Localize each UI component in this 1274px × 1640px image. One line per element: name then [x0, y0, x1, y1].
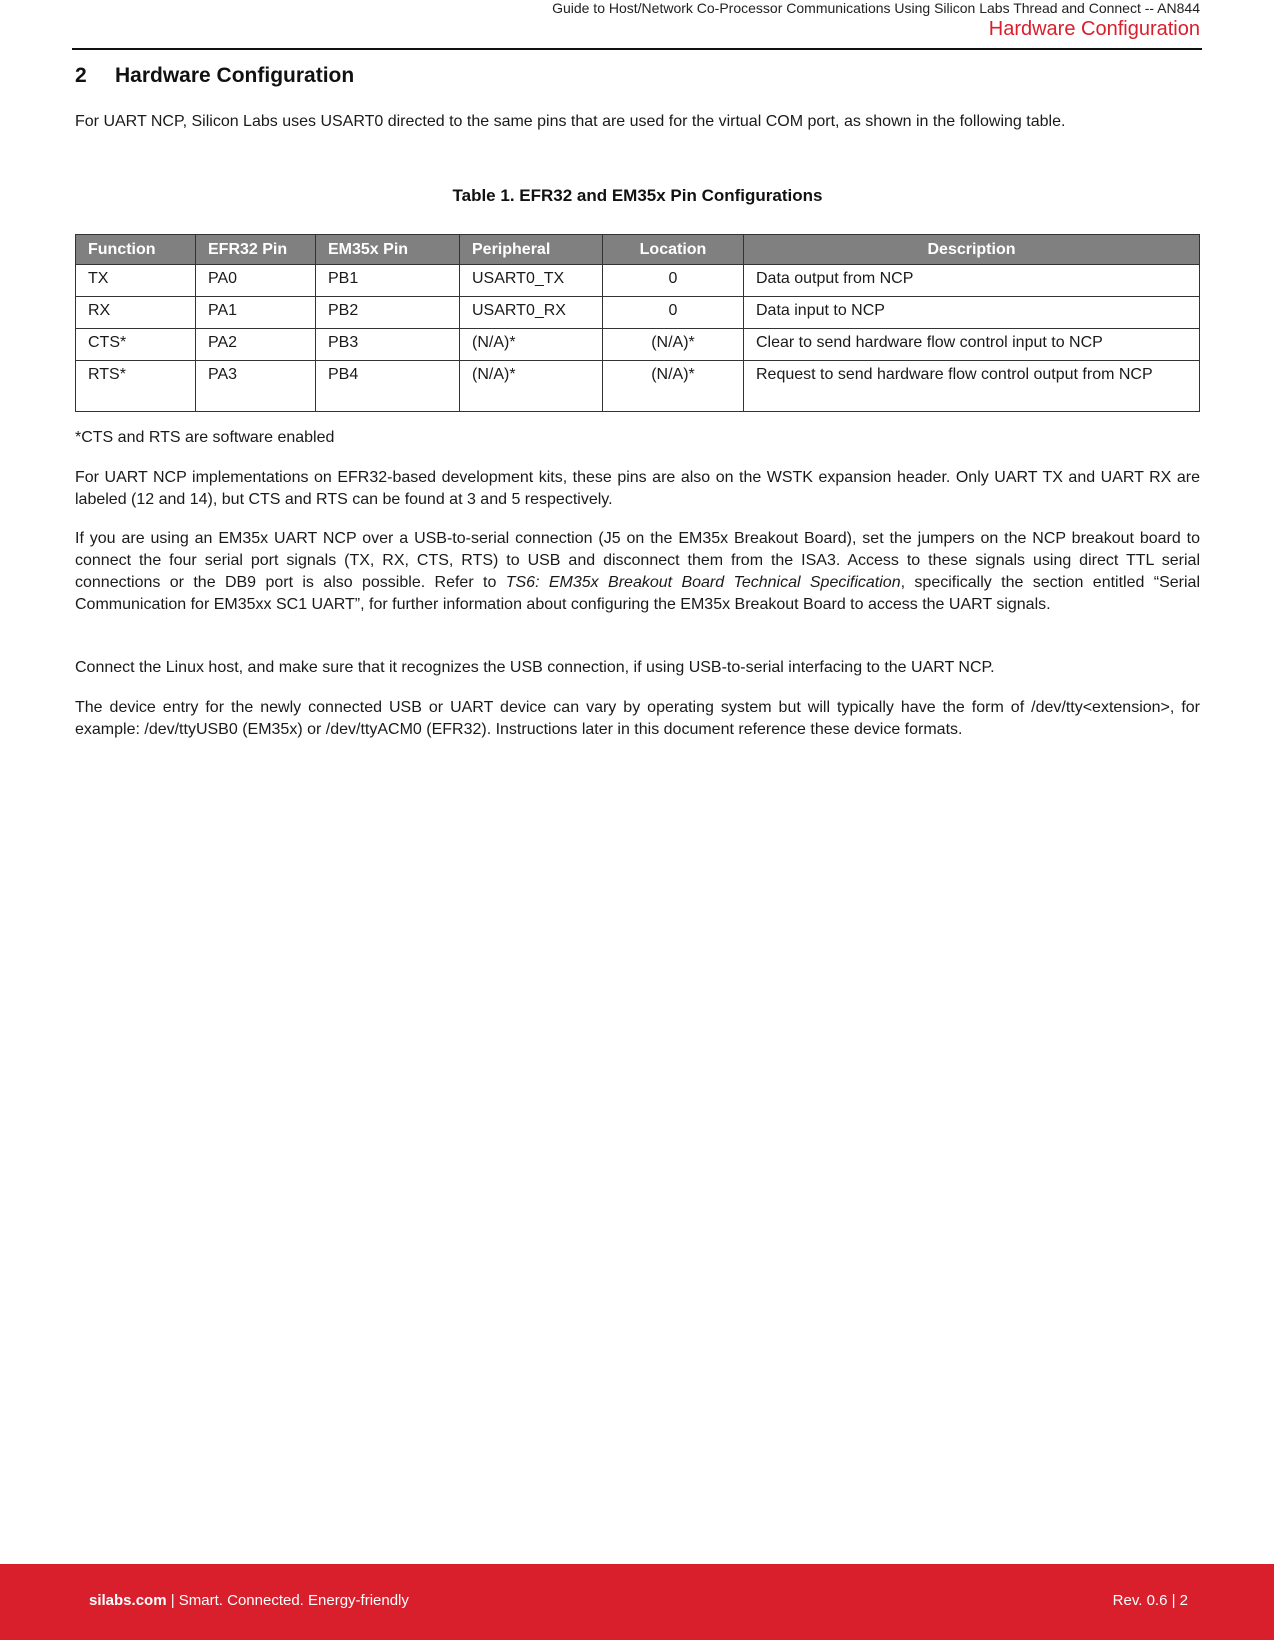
cell-peripheral: (N/A)*: [460, 329, 603, 361]
cell-peripheral: (N/A)*: [460, 361, 603, 412]
section-title: [75, 64, 354, 88]
paragraph-text-after: , specifically the section entitled “Serial Communication for EM35xx SC1 UART”, for further information about configuring the EM35x Breakout Board to access the UART signals.: [75, 574, 1201, 613]
cell-function: CTS*: [76, 329, 196, 361]
header-function: Function: [76, 235, 196, 265]
footer-revision-page: Rev. 0.6 | 2: [1112, 1592, 1188, 1609]
paragraph-em35x-breakout: [75, 528, 1200, 616]
table-row: [76, 265, 1200, 297]
header-section-name: Hardware Configuration: [988, 18, 1200, 40]
cell-efr32-pin: PA2: [196, 329, 316, 361]
cell-efr32-pin: PA0: [196, 265, 316, 297]
spec-reference: TS6: EM35x Breakout Board Technical Specification: [505, 574, 901, 591]
cell-description: Data input to NCP: [744, 297, 1200, 329]
header-doc-title: Guide to Host/Network Co-Processor Communications Using Silicon Labs Thread and Connect -- AN844: [552, 0, 1200, 16]
header-description: Description: [744, 235, 1200, 265]
section-number: 2: [75, 64, 87, 87]
header-peripheral: Peripheral: [460, 235, 603, 265]
footer-left: [89, 1592, 409, 1609]
cell-location: 0: [603, 297, 744, 329]
table-row: [76, 329, 1200, 361]
paragraph-wstk-header: For UART NCP implementations on EFR32-based development kits, these pins are also on the WSTK expansion header. Only UART TX and UART RX are labeled (12 and 14), but CTS and RTS can be found at 3 and 5 respectively.: [75, 469, 1200, 508]
cell-efr32-pin: PA1: [196, 297, 316, 329]
intro-paragraph: For UART NCP, Silicon Labs uses USART0 directed to the same pins that are used for the virtual COM port, as shown in the following table.: [75, 113, 1066, 130]
cell-description: Clear to send hardware flow control input to NCP: [744, 329, 1200, 361]
table-header-row: [76, 235, 1200, 265]
header-em35x-pin: EM35x Pin: [316, 235, 460, 265]
paragraph-device-entry: The device entry for the newly connected USB or UART device can vary by operating system but will typically have the form of /dev/tty<extension>, for example: /dev/ttyUSB0 (EM35x) or /dev/ttyACM0 (EFR32). Instructions later in this document reference these device formats.: [75, 699, 1200, 738]
cell-function: RTS*: [76, 361, 196, 412]
paragraph-linux-host: Connect the Linux host, and make sure that it recognizes the USB connection, if using USB-to-serial interfacing to the UART NCP.: [75, 659, 995, 676]
cell-function: RX: [76, 297, 196, 329]
footer-site-link[interactable]: silabs.com: [89, 1592, 167, 1609]
pin-config-table: [75, 234, 1200, 412]
cell-peripheral: USART0_TX: [460, 265, 603, 297]
cell-location: 0: [603, 265, 744, 297]
table-row: [76, 361, 1200, 412]
cell-peripheral: USART0_RX: [460, 297, 603, 329]
paragraph-text-before: If you are using an EM35x UART NCP over a USB-to-serial connection (J5 on the EM35x Breakout Board), set the jumpers on the NCP breakout board to connect the four serial port signals (TX, RX, CTS, RTS) to USB and disconnect them from the ISA3. Access to these signals using direct TTL serial connections or the DB9 port is also possible. Refer to: [75, 530, 1200, 591]
table-caption: Table 1. EFR32 and EM35x Pin Configurations: [452, 186, 823, 205]
section-title-text: Hardware Configuration: [115, 64, 355, 87]
cell-function: TX: [76, 265, 196, 297]
header-divider: [72, 48, 1202, 50]
cell-em35x-pin: PB4: [316, 361, 460, 412]
header-efr32-pin: EFR32 Pin: [196, 235, 316, 265]
cell-em35x-pin: PB3: [316, 329, 460, 361]
cell-description: Data output from NCP: [744, 265, 1200, 297]
footer-tagline: | Smart. Connected. Energy-friendly: [166, 1592, 409, 1609]
cell-location: (N/A)*: [603, 329, 744, 361]
page-footer: [0, 1564, 1274, 1640]
cell-location: (N/A)*: [603, 361, 744, 412]
cell-description: Request to send hardware flow control output from NCP: [744, 361, 1200, 412]
table-row: [76, 297, 1200, 329]
cell-em35x-pin: PB2: [316, 297, 460, 329]
cell-efr32-pin: PA3: [196, 361, 316, 412]
header-location: Location: [603, 235, 744, 265]
cell-em35x-pin: PB1: [316, 265, 460, 297]
table-footnote: *CTS and RTS are software enabled: [75, 429, 335, 446]
